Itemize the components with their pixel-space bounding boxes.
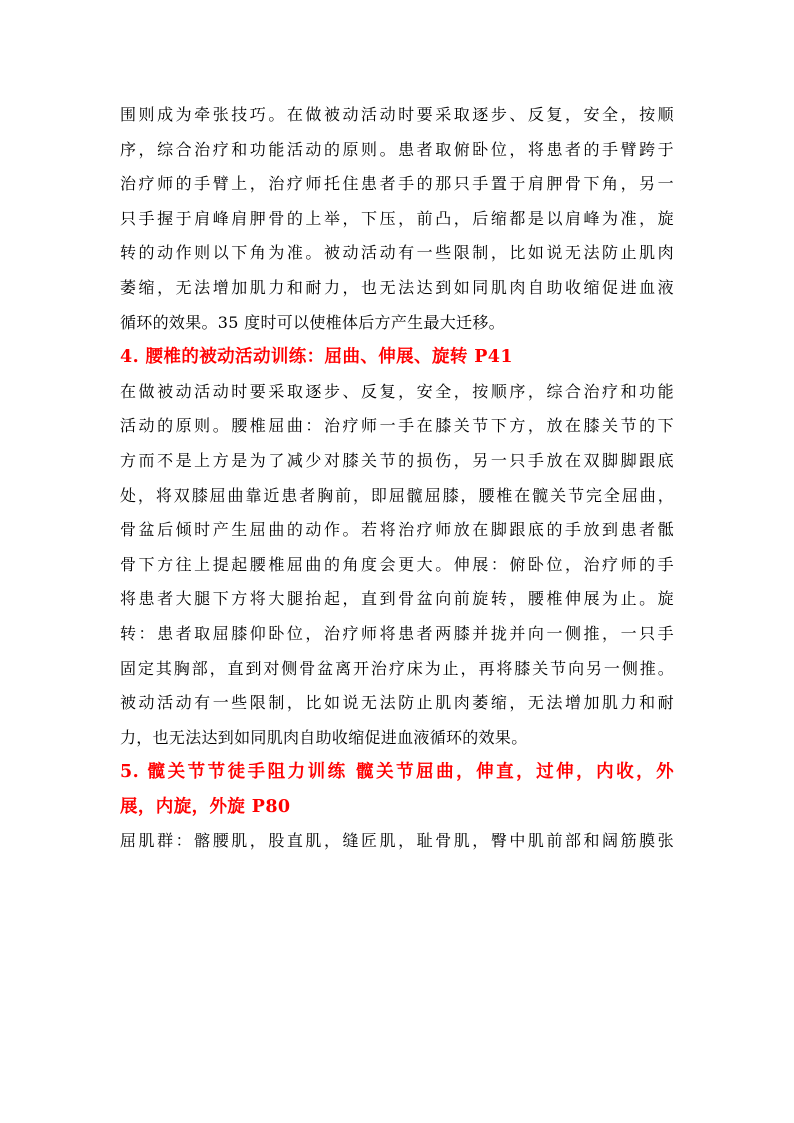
text-line: 序，综合治疗和功能活动的原则。患者取俯卧位，将患者的手臂跨于 xyxy=(120,139,674,159)
text-line: 处，将双膝屈曲靠近患者胸前，即屈髋屈膝，腰椎在髋关节完全屈曲， xyxy=(120,485,674,505)
text-line: 在做被动活动时要采取逐步、反复，安全，按顺序，综合治疗和功能 xyxy=(120,381,674,401)
text-line: 力，也无法达到如同肌肉自助收缩促进血液循环的效果。 xyxy=(120,727,528,747)
heading-line: 5. 髋关节节徒手阻力训练 髋关节屈曲，伸直，过伸，内收，外 xyxy=(120,762,674,783)
text-line: 围则成为牵张技巧。在做被动活动时要采取逐步、反复，安全，按顺 xyxy=(120,105,674,124)
text-line: 治疗师的手臂上，治疗师托住患者手的那只手置于肩胛骨下角，另一 xyxy=(120,174,674,194)
paragraph-scapula xyxy=(120,98,674,340)
text-line: 固定其胸部，直到对侧骨盆离开治疗床为止，再将膝关节向另一侧推。 xyxy=(120,658,674,678)
section-heading-hip xyxy=(120,755,674,824)
section-heading-lumbar: 4. 腰椎的被动活动训练：屈曲、伸展、旋转 P41 xyxy=(120,347,513,368)
paragraph-hip-flexors xyxy=(120,824,674,859)
text-line: 循环的效果。35 度时可以使椎体后方产生最大迁移。 xyxy=(120,312,505,332)
text-line: 被动活动有一些限制，比如说无法防止肌肉萎缩，无法增加肌力和耐 xyxy=(120,693,674,713)
text-line: 萎缩，无法增加肌力和耐力，也无法达到如同肌肉自助收缩促进血液 xyxy=(120,277,674,297)
text-line: 骨下方往上提起腰椎屈曲的角度会更大。伸展：俯卧位，治疗师的手 xyxy=(120,554,674,574)
text-line: 只手握于肩峰肩胛骨的上举，下压，前凸，后缩都是以肩峰为准，旋 xyxy=(120,208,674,228)
document-page xyxy=(120,98,674,859)
heading-line: 展，内旋，外旋 P80 xyxy=(120,796,291,817)
text-line: 将患者大腿下方将大腿抬起，直到骨盆向前旋转，腰椎伸展为止。旋 xyxy=(120,589,674,609)
paragraph-lumbar xyxy=(120,375,674,756)
text-line: 方而不是上方是为了减少对膝关节的损伤，另一只手放在双脚脚跟底 xyxy=(120,450,674,470)
text-line: 转的动作则以下角为准。被动活动有一些限制，比如说无法防止肌肉 xyxy=(120,243,674,263)
text-line: 活动的原则。腰椎屈曲：治疗师一手在膝关节下方，放在膝关节的下 xyxy=(120,416,674,436)
text-line: 屈肌群：髂腰肌，股直肌，缝匠肌，耻骨肌，臀中肌前部和阔筋膜张 xyxy=(120,831,674,851)
text-line: 骨盆后倾时产生屈曲的动作。若将治疗师放在脚跟底的手放到患者骶 xyxy=(120,520,674,540)
text-line: 转：患者取屈膝仰卧位，治疗师将患者两膝并拢并向一侧推，一只手 xyxy=(120,623,674,643)
